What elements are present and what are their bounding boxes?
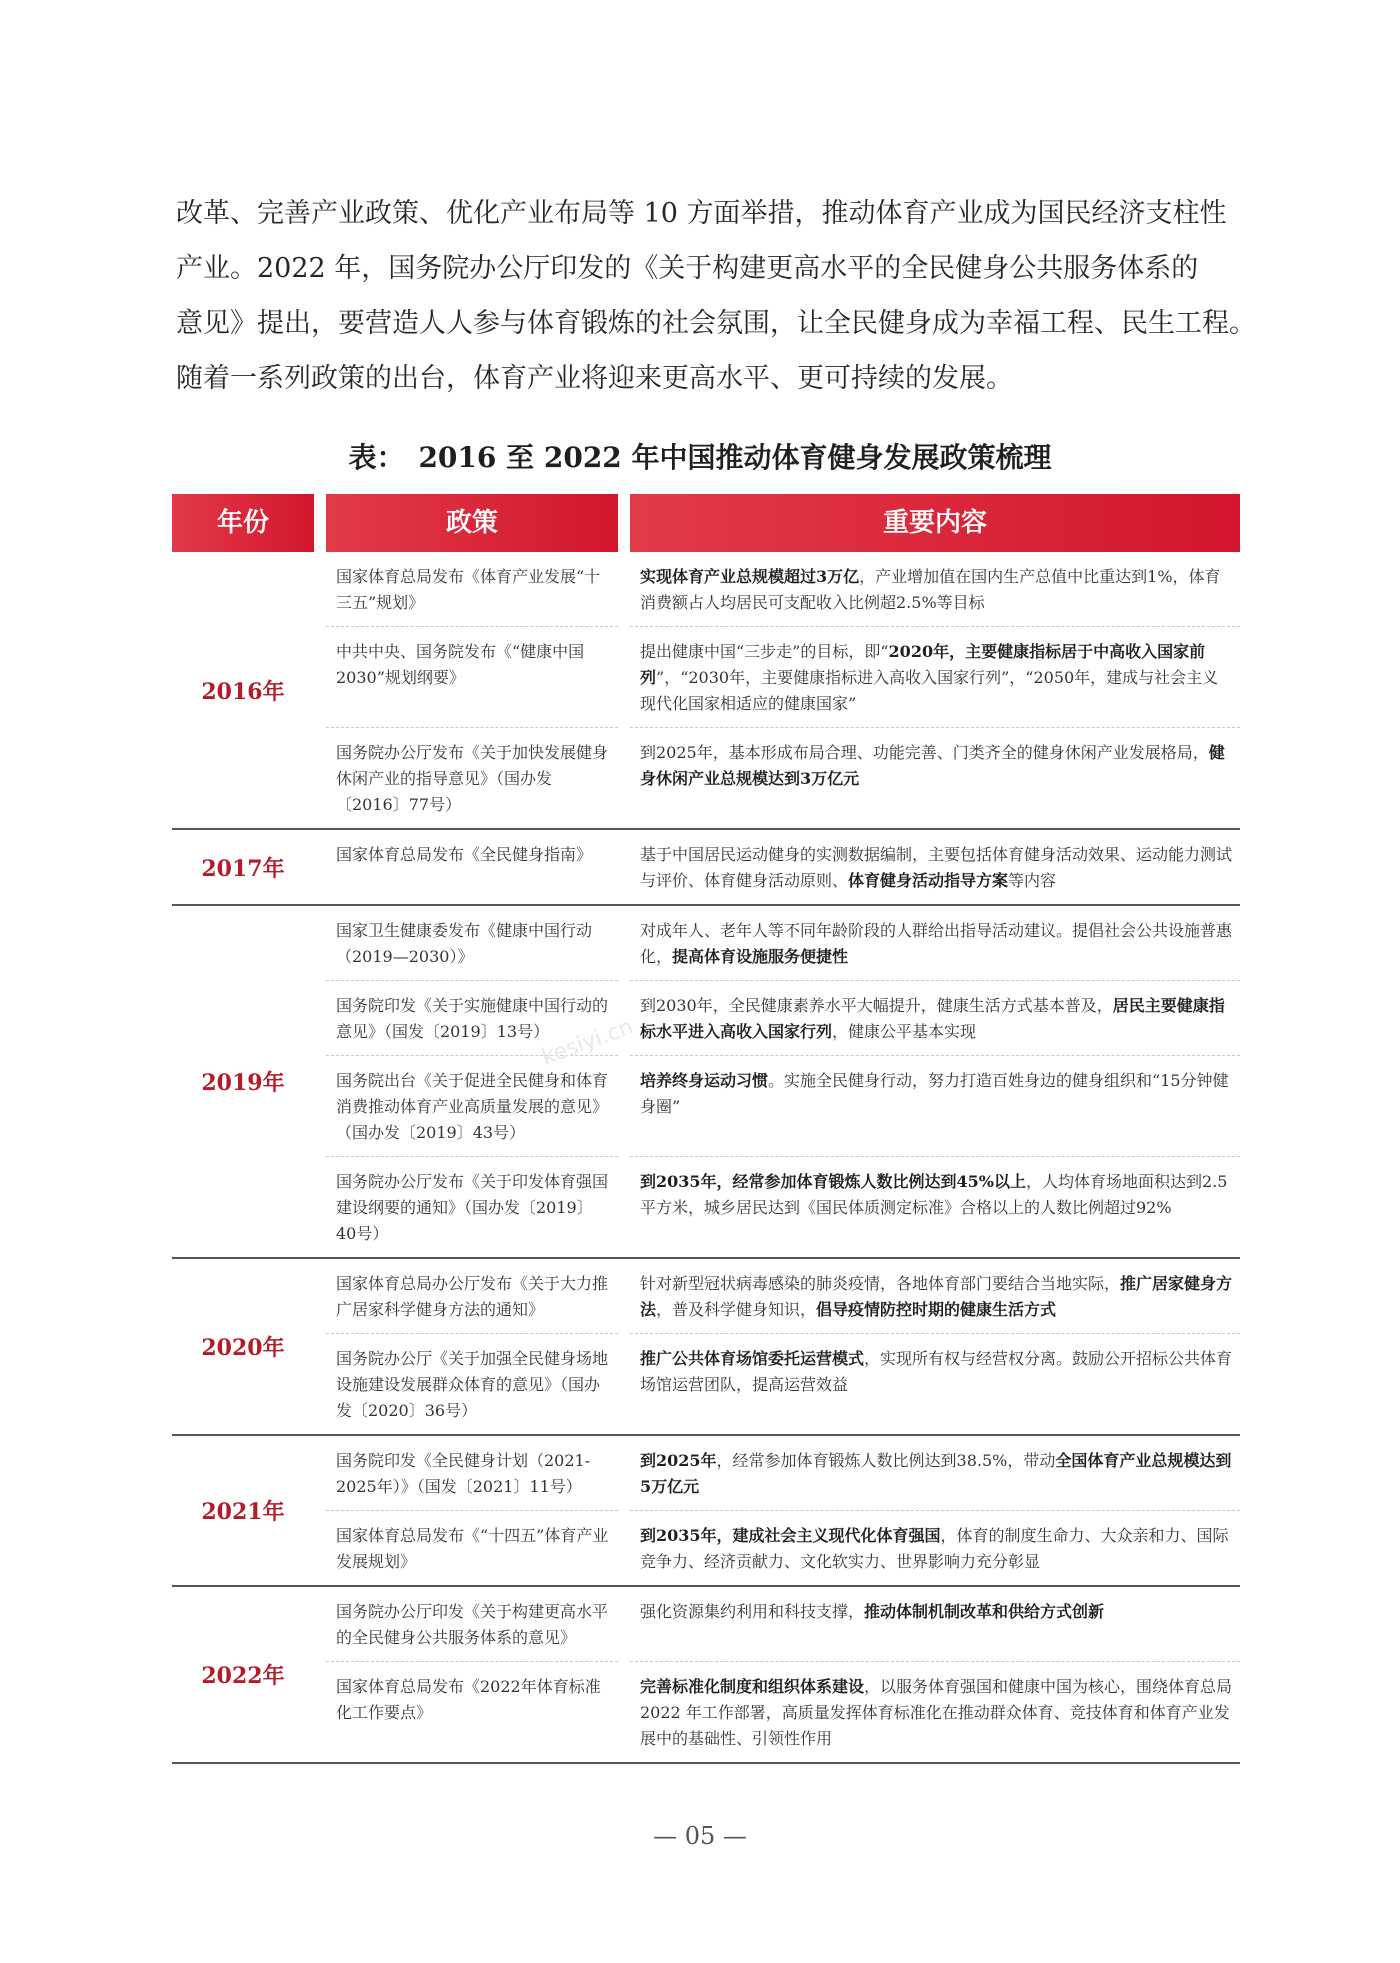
content-text: ，体育的制度生命力、大众亲和力、国际竞争力、经济贡献力、文化软实力、世界影响力充分彰显 [640, 1526, 1229, 1571]
content-highlight: 推动体制机制改革和供给方式创新 [864, 1602, 1105, 1621]
header-content: 重要内容 [630, 494, 1240, 552]
content-highlight: 提高体育设施服务便捷性 [672, 947, 849, 966]
year-block [172, 1259, 1240, 1436]
year-block [172, 830, 1240, 906]
page-number: — 05 — [653, 1822, 747, 1850]
content-cell [630, 1510, 1240, 1585]
content-text: 强化资源集约利用和科技支撑， [640, 1602, 865, 1621]
content-highlight: 到2035年，经常参加体育锻炼人数比例达到45%以上 [640, 1172, 1027, 1191]
content-cell [630, 626, 1240, 727]
policy-cell: 国家体育总局发布《体育产业发展“十三五”规划》 [336, 567, 601, 612]
content-text: 基于中国居民运动健身的实测数据编制，主要包括体育健身活动效果、运动能力测试与评价、体育健身活动原则、 [640, 845, 1233, 890]
table-row [326, 1333, 1240, 1434]
header-policy: 政策 [326, 494, 618, 552]
policy-cell: 国家卫生健康委发布《健康中国行动（2019—2030）》 [336, 921, 593, 966]
policy-cell: 国务院出台《关于促进全民健身和体育消费推动体育产业高质量发展的意见》（国办发〔2019〕43号） [326, 1055, 618, 1156]
content-cell [630, 727, 1240, 828]
content-cell [630, 1436, 1240, 1510]
content-cell [630, 980, 1240, 1055]
table-row [326, 626, 1240, 727]
table-row [326, 1436, 1240, 1510]
intro-paragraph [176, 186, 1256, 406]
content-cell [630, 1156, 1240, 1257]
policy-cell: 国家体育总局发布《“十四五”体育产业发展规划》 [326, 1510, 618, 1585]
year-cell: 2020年 [201, 1335, 285, 1361]
content-text: 。实施全民健身行动，努力打造百姓身边的健身组织和“15分钟健身圈” [640, 1071, 1229, 1116]
content-highlight: 培养终身运动习惯 [640, 1071, 769, 1090]
content-highlight: 到2025年 [640, 1451, 717, 1470]
table-row [326, 1510, 1240, 1585]
table-row [326, 906, 1240, 980]
table-row [326, 1259, 1240, 1333]
table-row [326, 1661, 1240, 1762]
content-text: 针对新型冠状病毒感染的肺炎疫情，各地体育部门要结合当地实际， [640, 1274, 1121, 1293]
header-year: 年份 [172, 494, 314, 552]
intro-line: 意见》提出，要营造人人参与体育锻炼的社会氛围，让全民健身成为幸福工程、民生工程。 [176, 308, 1256, 339]
policy-cell: 国家体育总局办公厅发布《关于大力推广居家科学健身方法的通知》 [336, 1274, 609, 1319]
content-highlight: 倡导疫情防控时期的健康生活方式 [816, 1300, 1057, 1319]
content-cell [630, 906, 1240, 980]
content-text: ，产业增加值在国内生产总值中比重达到1%，体育消费额占人均居民可支配收入比例超2.5%等目标 [640, 567, 1221, 612]
table-row [326, 552, 1240, 626]
content-text: ”，“2030年，主要健康指标进入高收入国家行列”，“2050年，建成与社会主义现代化国家相适应的健康国家” [640, 668, 1219, 713]
content-highlight: 体育健身活动指导方案 [848, 871, 1009, 890]
year-block [172, 906, 1240, 1259]
intro-line: 改革、完善产业政策、优化产业布局等 10 方面举措，推动体育产业成为国民经济支柱性 [176, 198, 1227, 229]
year-cell: 2021年 [201, 1499, 285, 1525]
policy-cell: 国务院印发《全民健身计划（2021-2025年）》（国发〔2021〕11号） [336, 1451, 591, 1496]
content-text: ，实现所有权与经营权分离。鼓励公开招标公共体育场馆运营团队，提高运营效益 [640, 1349, 1233, 1394]
content-text: ，人均体育场地面积达到2.5平方米，城乡居民达到《国民体质测定标准》合格以上的人数比例超过92% [640, 1172, 1228, 1217]
content-highlight: 推广公共体育场馆委托运营模式 [640, 1349, 865, 1368]
content-text: 对成年人、老年人等不同年龄阶段的人群给出指导活动建议。提倡社会公共设施普惠化， [640, 921, 1233, 966]
year-block [172, 1436, 1240, 1587]
content-cell [630, 1587, 1240, 1661]
content-highlight: 到2035年，建成社会主义现代化体育强国 [640, 1526, 941, 1545]
content-cell [630, 1661, 1240, 1762]
content-text: ，普及科学健身知识， [656, 1300, 817, 1319]
policy-cell: 国务院印发《关于实施健康中国行动的意见》（国发〔2019〕13号） [326, 980, 618, 1055]
content-highlight: 推广居家健身方法 [640, 1274, 1233, 1319]
content-cell [630, 1333, 1240, 1434]
content-highlight: 实现体育产业总规模超过3万亿 [640, 567, 860, 586]
policy-cell: 中共中央、国务院发布《“健康中国2030”规划纲要》 [326, 626, 618, 727]
year-cell: 2017年 [201, 855, 285, 882]
content-text: ，经常参加体育锻炼人数比例达到38.5%，带动 [716, 1451, 1056, 1470]
table-row [326, 1587, 1240, 1661]
content-highlight: 健身休闲产业总规模达到3万亿元 [640, 743, 1225, 788]
table-header [172, 494, 1240, 552]
table-row [326, 980, 1240, 1055]
table-body [172, 552, 1240, 1764]
content-text: 到2025年，基本形成布局合理、功能完善、门类齐全的健身休闲产业发展格局， [640, 743, 1209, 762]
table-row [326, 1055, 1240, 1156]
year-cell: 2022年 [201, 1663, 285, 1689]
intro-line: 产业。2022 年，国务院办公厅印发的《关于构建更高水平的全民健身公共服务体系的 [176, 253, 1199, 284]
table-row [326, 727, 1240, 828]
policy-cell: 国家体育总局发布《2022年体育标准化工作要点》 [326, 1661, 618, 1762]
table-row [326, 830, 1240, 904]
table-caption: 表： 2016 至 2022 年中国推动体育健身发展政策梳理 [348, 441, 1052, 474]
policy-cell: 国家体育总局发布《全民健身指南》 [336, 845, 593, 864]
year-block [172, 552, 1240, 830]
policy-cell: 国务院办公厅印发《关于构建更高水平的全民健身公共服务体系的意见》 [336, 1602, 609, 1647]
content-text: ，以服务体育强国和健康中国为核心，围绕体育总局 2022 年工作部署，高质量发挥体育标准化在推动群众体育、竞技体育和体育产业发展中的基础性、引领性作用 [640, 1677, 1233, 1748]
content-cell [630, 830, 1240, 904]
watermark-logo: kesiyi.cn [538, 1014, 637, 1071]
year-block [172, 1587, 1240, 1764]
content-cell [630, 1259, 1240, 1333]
content-highlight: 全国体育产业总规模达到5万亿元 [640, 1451, 1232, 1496]
content-text: ，健康公平基本实现 [832, 1022, 977, 1041]
content-text: 等内容 [1008, 871, 1057, 890]
content-highlight: 2020年，主要健康指标居于中高收入国家前列 [640, 642, 1206, 687]
content-cell [630, 1055, 1240, 1156]
policy-cell: 国务院办公厅发布《关于加快发展健身休闲产业的指导意见》（国办发〔2016〕77号） [326, 727, 618, 828]
intro-line: 随着一系列政策的出台，体育产业将迎来更高水平、更可持续的发展。 [176, 363, 1013, 394]
policy-cell: 国务院办公厅发布《关于印发体育强国建设纲要的通知》（国办发〔2019〕40号） [326, 1156, 618, 1257]
content-cell [630, 552, 1240, 626]
content-text: 提出健康中国“三步走”的目标，即“ [640, 642, 889, 661]
policy-cell: 国务院办公厅《关于加强全民健身场地设施建设发展群众体育的意见》（国办发〔2020〕36号） [326, 1333, 618, 1434]
policy-table [172, 494, 1240, 1764]
content-text: 到2030年，全民健康素养水平大幅提升，健康生活方式基本普及， [640, 996, 1113, 1015]
year-cell: 2019年 [201, 1070, 285, 1096]
table-row [326, 1156, 1240, 1257]
year-cell: 2016年 [201, 678, 285, 705]
content-highlight: 完善标准化制度和组织体系建设 [640, 1677, 865, 1696]
content-highlight: 居民主要健康指标水平进入高收入国家行列 [640, 996, 1225, 1041]
